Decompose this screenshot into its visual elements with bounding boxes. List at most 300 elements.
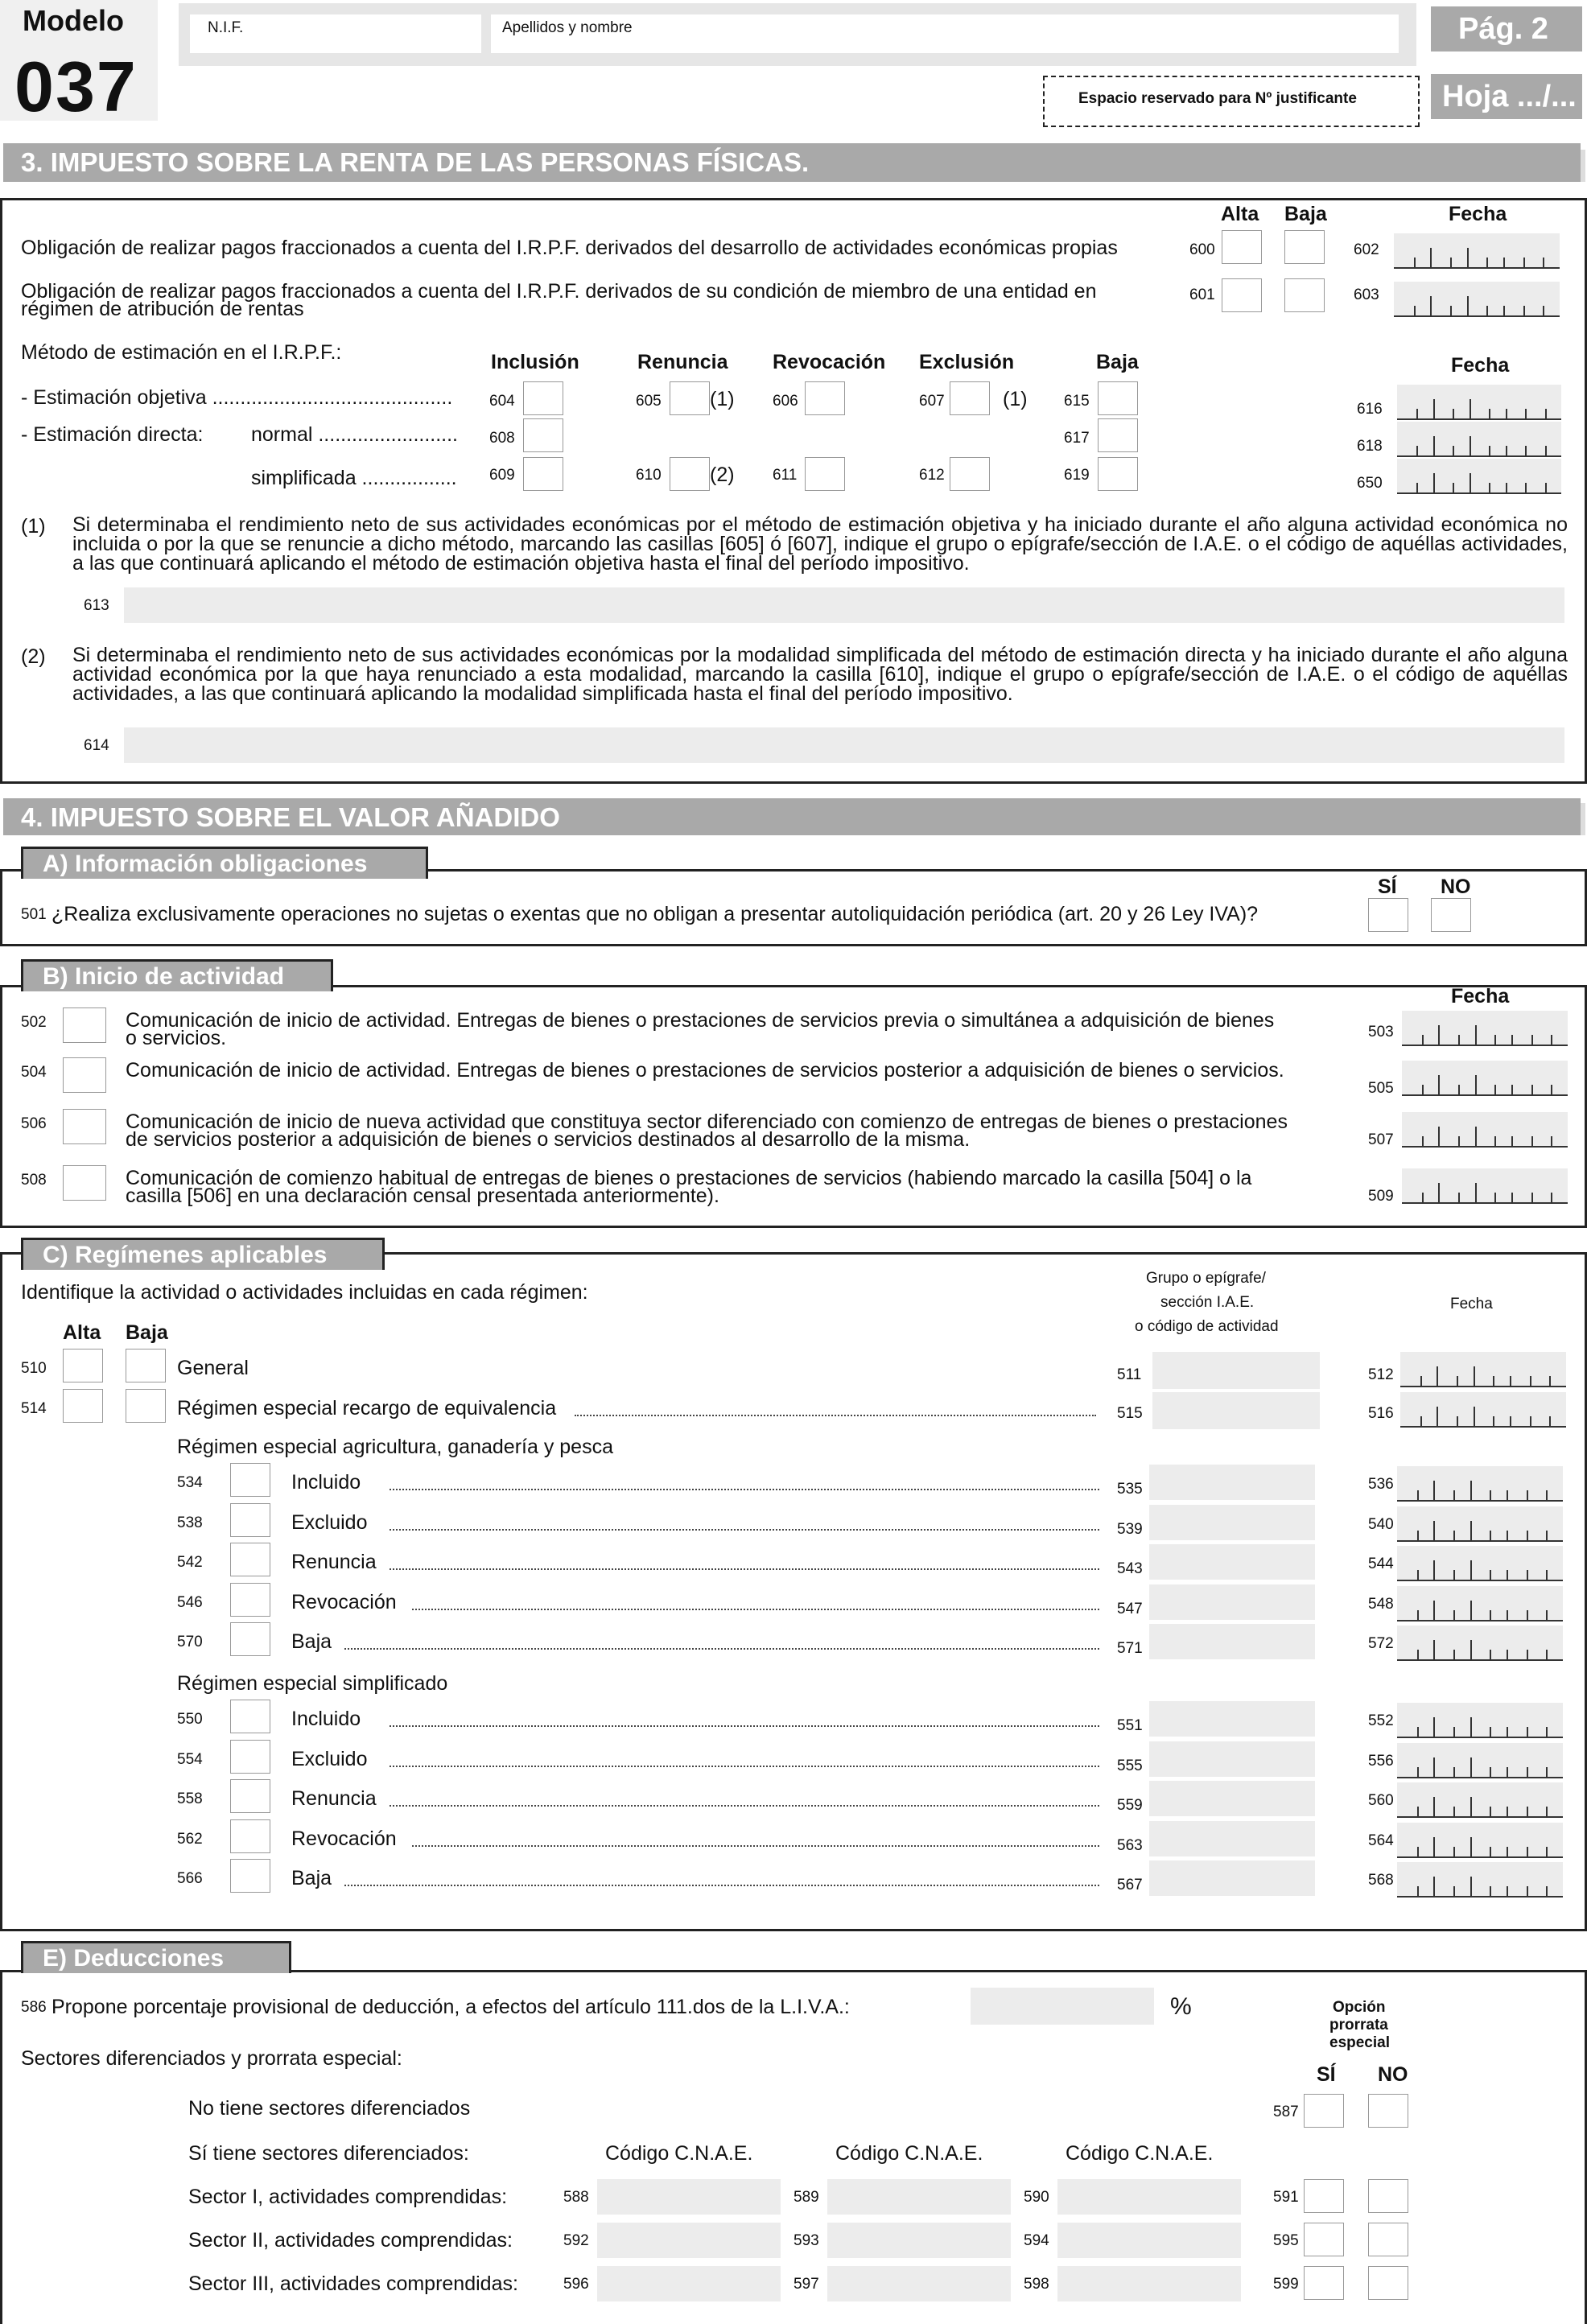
b-fecha-code: 507 — [1368, 1131, 1394, 1148]
code-606: 606 — [773, 393, 798, 410]
date-tick — [1470, 1640, 1472, 1659]
date-tick — [1511, 1136, 1513, 1146]
fecha-code: 572 — [1368, 1635, 1394, 1652]
cnae-code: 593 — [794, 2232, 819, 2249]
grupo-field[interactable] — [1149, 1505, 1315, 1540]
regime-code: 558 — [177, 1790, 203, 1807]
tab-e-title: E) Deducciones — [43, 1945, 225, 1972]
tab-c — [21, 1238, 385, 1270]
code-511: 511 — [1117, 1366, 1142, 1383]
b-text-line2: o servicios. — [126, 1027, 227, 1049]
date-tick — [1489, 409, 1490, 418]
date-tick — [1546, 1727, 1548, 1737]
date-tick — [1417, 1650, 1419, 1659]
b-date[interactable] — [1402, 1112, 1568, 1148]
date-tick — [1551, 1035, 1552, 1045]
cnae-field[interactable] — [1057, 2179, 1241, 2215]
b-checkbox[interactable] — [63, 1109, 106, 1144]
date-tick — [1545, 446, 1547, 455]
code-613: 613 — [84, 597, 109, 614]
opcion-no-checkbox[interactable] — [1368, 2179, 1408, 2213]
date-tick — [1527, 1727, 1528, 1737]
date-tick — [1510, 1416, 1511, 1426]
cnae-field[interactable] — [597, 2223, 781, 2258]
date-tick — [1490, 1767, 1491, 1777]
checkbox-514-baja[interactable] — [126, 1389, 166, 1423]
regime-code: 566 — [177, 1870, 203, 1887]
checkbox-605[interactable] — [670, 381, 710, 415]
checkbox-617[interactable] — [1098, 418, 1138, 452]
b-text-line1: Comunicación de inicio de actividad. Entregas de bienes o prestaciones de servicios previa o simultánea a adquisición de bienes — [126, 1009, 1275, 1032]
regime-date[interactable] — [1397, 1586, 1563, 1621]
checkbox-606[interactable] — [805, 381, 845, 415]
modelo-label: Modelo — [23, 4, 124, 37]
regime-checkbox[interactable] — [230, 1543, 270, 1576]
date-tick — [1489, 446, 1490, 455]
date-tick — [1416, 409, 1418, 418]
regime-date[interactable] — [1397, 1626, 1563, 1661]
checkbox-501-si[interactable] — [1368, 898, 1408, 932]
code-611: 611 — [773, 467, 798, 484]
opcion-si-checkbox[interactable] — [1304, 2223, 1344, 2256]
date-tick — [1527, 1650, 1528, 1659]
date-tick — [1546, 1490, 1548, 1500]
checkbox-baja-2[interactable] — [1284, 278, 1325, 312]
date-tick — [1470, 1560, 1472, 1580]
field-586[interactable] — [971, 1988, 1154, 2025]
date-tick — [1433, 473, 1435, 492]
date-tick — [1507, 1807, 1508, 1816]
date-tick — [1470, 473, 1471, 492]
fecha-code: 548 — [1368, 1595, 1394, 1613]
b-code: 504 — [21, 1064, 47, 1081]
cnae-field[interactable] — [827, 2179, 1011, 2215]
date-tick — [1417, 1490, 1419, 1500]
date-tick — [1489, 483, 1490, 492]
checkbox-514-alta[interactable] — [63, 1389, 103, 1423]
col-baja: Baja — [1284, 203, 1327, 225]
checkbox-601[interactable] — [1222, 278, 1262, 312]
regime-date[interactable] — [1397, 1546, 1563, 1581]
grupo-field[interactable] — [1149, 1860, 1315, 1896]
date-tick — [1531, 1193, 1533, 1202]
date-tick — [1474, 1407, 1475, 1426]
c-alta: Alta — [63, 1321, 101, 1344]
fecha-code: 556 — [1368, 1752, 1394, 1770]
date-tick — [1433, 1521, 1435, 1540]
date-tick — [1507, 1570, 1508, 1580]
date-tick — [1475, 1127, 1477, 1146]
cnae-field[interactable] — [827, 2223, 1011, 2258]
date-603[interactable] — [1394, 282, 1560, 317]
opcion-code: 599 — [1273, 2276, 1299, 2293]
regime-leader — [412, 1609, 1099, 1610]
justificante-label: Espacio reservado para Nº justificante — [1078, 90, 1357, 107]
col-revocacion: Revocación — [773, 351, 886, 373]
recargo-leader — [575, 1415, 1096, 1416]
opcion-line2: prorrata — [1329, 2017, 1388, 2034]
date-tick — [1433, 1837, 1435, 1856]
b-text-line1: Comunicación de inicio de nueva actividad que constituya sector diferenciado con comienzo de entregas de bienes o prestaciones — [126, 1110, 1288, 1133]
obligacion-2b: régimen de atribución de rentas — [21, 298, 304, 320]
grupo-header-1: Grupo o epígrafe/ — [1146, 1270, 1266, 1287]
date-tick — [1490, 1531, 1491, 1540]
date-tick — [1507, 1531, 1508, 1540]
date-tick — [1503, 306, 1505, 315]
grupo-field[interactable] — [1149, 1821, 1315, 1856]
col-baja-metodo: Baja — [1096, 351, 1139, 373]
date-tick — [1420, 1376, 1422, 1386]
date-tick — [1458, 1136, 1460, 1146]
date-512[interactable] — [1400, 1352, 1566, 1387]
percent-sign: % — [1170, 1993, 1192, 2020]
date-tick — [1527, 1610, 1528, 1620]
date-tick — [1470, 1837, 1472, 1856]
b-text-line1: Comunicación de comienzo habitual de entregas de bienes o prestaciones de servicios (habiendo marcado la casilla [504] o la — [126, 1167, 1252, 1189]
hoja-text: Hoja .../... — [1442, 80, 1577, 113]
regime-leader — [390, 1489, 1099, 1490]
date-516[interactable] — [1400, 1392, 1566, 1428]
grupo-field[interactable] — [1149, 1544, 1315, 1580]
date-tick — [1510, 1376, 1511, 1386]
date-tick — [1530, 1416, 1531, 1426]
col-exclusion: Exclusión — [919, 351, 1015, 373]
estimacion-directa: - Estimación directa: — [21, 423, 204, 446]
code-604: 604 — [489, 393, 515, 410]
regime-date[interactable] — [1397, 1782, 1563, 1818]
regime-code: 542 — [177, 1554, 203, 1571]
grupo-code: 567 — [1117, 1877, 1143, 1893]
field-614[interactable] — [124, 727, 1564, 763]
date-tick — [1470, 1481, 1472, 1500]
section3-bar-shadow — [1581, 150, 1585, 182]
date-tick — [1417, 1531, 1419, 1540]
date-tick — [1457, 1376, 1458, 1386]
cnae-field[interactable] — [597, 2179, 781, 2215]
a-no: NO — [1441, 876, 1471, 898]
grupo-field[interactable] — [1149, 1465, 1315, 1500]
opcion-line3: especial — [1329, 2034, 1390, 2051]
section3-title: 3. IMPUESTO SOBRE LA RENTA DE LAS PERSONAS FÍSICAS. — [21, 147, 810, 177]
code-515: 515 — [1117, 1405, 1143, 1422]
regime-checkbox[interactable] — [230, 1819, 270, 1853]
opcion-si-checkbox[interactable] — [1304, 2179, 1344, 2213]
regime-date[interactable] — [1397, 1823, 1563, 1858]
date-tick — [1433, 1757, 1435, 1777]
directa-normal: normal ......................... — [251, 423, 459, 446]
date-tick — [1433, 1481, 1435, 1500]
cnae-header-3: Código C.N.A.E. — [1066, 2142, 1214, 2165]
date-tick — [1511, 1085, 1513, 1094]
code-516: 516 — [1368, 1405, 1394, 1422]
date-618[interactable] — [1397, 422, 1561, 457]
regime-checkbox[interactable] — [230, 1583, 270, 1617]
regime-code: 534 — [177, 1474, 203, 1491]
date-tick — [1527, 1767, 1528, 1777]
tab-c-title: C) Regímenes aplicables — [43, 1242, 328, 1268]
regime-leader — [390, 1568, 1099, 1570]
date-tick — [1453, 409, 1454, 418]
tab-b-title: B) Inicio de actividad — [43, 963, 285, 990]
code-605: 605 — [636, 393, 662, 410]
regime-date[interactable] — [1397, 1466, 1563, 1502]
opcion-si-checkbox[interactable] — [1304, 2266, 1344, 2300]
regime-checkbox[interactable] — [230, 1622, 270, 1656]
date-tick — [1490, 1807, 1491, 1816]
field-511[interactable] — [1152, 1352, 1320, 1389]
date-tick — [1490, 1570, 1491, 1580]
tab-b — [21, 959, 333, 991]
tab-a-title: A) Información obligaciones — [43, 851, 368, 877]
date-tick — [1506, 446, 1507, 455]
code-601: 601 — [1189, 286, 1215, 303]
date-tick — [1527, 1847, 1528, 1856]
checkbox-611[interactable] — [805, 457, 845, 491]
date-650[interactable] — [1397, 459, 1561, 494]
b-fecha-code: 509 — [1368, 1188, 1394, 1205]
code-602: 602 — [1354, 241, 1379, 258]
code-603: 603 — [1354, 286, 1379, 303]
regime-date[interactable] — [1397, 1743, 1563, 1778]
date-tick — [1457, 1416, 1458, 1426]
date-tick — [1433, 436, 1435, 455]
date-tick — [1433, 1877, 1435, 1896]
checkbox-608[interactable] — [523, 418, 563, 452]
a-si: SÍ — [1378, 876, 1397, 898]
cnae-field[interactable] — [1057, 2266, 1241, 2301]
date-tick — [1450, 306, 1452, 315]
date-tick — [1470, 436, 1471, 455]
checkbox-501-no[interactable] — [1431, 898, 1471, 932]
date-tick — [1531, 1136, 1533, 1146]
regime-checkbox[interactable] — [230, 1859, 270, 1893]
modelo-number: 037 — [14, 47, 138, 126]
date-tick — [1525, 409, 1527, 418]
date-tick — [1490, 1847, 1491, 1856]
date-tick — [1453, 1886, 1455, 1896]
date-tick — [1470, 399, 1471, 418]
note2-text: Si determinaba el rendimiento neto de sus actividades económicas por la modalidad simplificada del método de estimación directa y ha iniciado durante el año alguna actividad económica por la que haya renunciado a esta modalidad, marcando la casilla [610], indique el grupo o epígrafe/sección de I.A.E. o el código de aquéllas actividades, a las que continuará aplicando la modalidad simplificada hasta el final del período impositivo. — [72, 644, 1568, 705]
sector-label: Sector II, actividades comprendidas: — [188, 2229, 513, 2252]
date-tick — [1545, 483, 1547, 492]
cnae-field[interactable] — [597, 2266, 781, 2301]
date-tick — [1420, 1416, 1422, 1426]
date-tick — [1453, 446, 1454, 455]
code-618: 618 — [1357, 438, 1383, 455]
date-tick — [1490, 1490, 1491, 1500]
agricultura-title: Régimen especial agricultura, ganadería y pesca — [177, 1436, 613, 1458]
date-tick — [1422, 1035, 1424, 1045]
tab-a — [21, 847, 428, 879]
date-tick — [1453, 1531, 1455, 1540]
regime-leader — [390, 1725, 1099, 1727]
grupo-field[interactable] — [1149, 1624, 1315, 1659]
date-tick — [1430, 248, 1432, 267]
date-tick — [1437, 1366, 1438, 1386]
date-602[interactable] — [1394, 233, 1560, 269]
grupo-field[interactable] — [1149, 1741, 1315, 1777]
regime-date[interactable] — [1397, 1703, 1563, 1738]
regime-checkbox[interactable] — [230, 1779, 270, 1813]
date-616[interactable] — [1397, 385, 1561, 420]
checkbox-612[interactable] — [950, 457, 990, 491]
date-tick — [1453, 1847, 1455, 1856]
checkbox-619[interactable] — [1098, 457, 1138, 491]
date-tick — [1433, 399, 1435, 418]
obligacion-1: Obligación de realizar pagos fraccionados a cuenta del I.R.P.F. derivados del desarrollo de actividades económicas propias — [21, 237, 1118, 259]
date-tick — [1433, 1717, 1435, 1737]
b-date[interactable] — [1402, 1061, 1568, 1096]
grupo-field[interactable] — [1149, 1781, 1315, 1816]
date-tick — [1551, 1136, 1552, 1146]
date-tick — [1527, 1570, 1528, 1580]
b-date[interactable] — [1402, 1168, 1568, 1204]
regime-leader — [390, 1529, 1099, 1531]
b-text-line2: casilla [506] en una declaración censal presentada anteriormente). — [126, 1185, 719, 1207]
opcion-code: 591 — [1273, 2189, 1299, 2206]
cnae-field[interactable] — [827, 2266, 1011, 2301]
sector-label: Sector I, actividades comprendidas: — [188, 2186, 508, 2208]
code-586: 586 — [21, 1999, 47, 2016]
checkbox-510-alta[interactable] — [63, 1349, 103, 1382]
cnae-field[interactable] — [1057, 2223, 1241, 2258]
regime-checkbox[interactable] — [230, 1740, 270, 1774]
checkbox-610[interactable] — [670, 457, 710, 491]
date-tick — [1507, 1847, 1508, 1856]
date-tick — [1422, 1193, 1424, 1202]
date-tick — [1414, 306, 1416, 315]
date-tick — [1543, 306, 1544, 315]
checkbox-607[interactable] — [950, 381, 990, 415]
date-tick — [1438, 1127, 1440, 1146]
grupo-code: 547 — [1117, 1600, 1143, 1617]
regime-label: Baja — [291, 1630, 332, 1653]
checkbox-587-si[interactable] — [1304, 2094, 1344, 2128]
b-checkbox[interactable] — [63, 1007, 106, 1043]
metodo-label: Método de estimación en el I.R.P.F.: — [21, 341, 342, 364]
code-512: 512 — [1368, 1366, 1394, 1383]
b-checkbox[interactable] — [63, 1165, 106, 1201]
note2-marker: (2) — [21, 645, 46, 668]
grupo-code: 539 — [1117, 1520, 1143, 1538]
fecha-code: 544 — [1368, 1556, 1394, 1572]
b-date[interactable] — [1402, 1011, 1568, 1046]
date-tick — [1486, 306, 1488, 315]
regime-leader — [390, 1766, 1099, 1767]
date-tick — [1422, 1085, 1424, 1094]
col-alta: Alta — [1221, 203, 1259, 225]
regime-label: Baja — [291, 1867, 332, 1889]
grupo-field[interactable] — [1149, 1584, 1315, 1620]
date-tick — [1458, 1085, 1460, 1094]
date-tick — [1458, 1035, 1460, 1045]
grupo-header-2: sección I.A.E. — [1160, 1294, 1255, 1311]
checkbox-604[interactable] — [523, 381, 563, 415]
opcion-no-checkbox[interactable] — [1368, 2223, 1408, 2256]
date-tick — [1470, 1757, 1472, 1777]
date-tick — [1527, 1490, 1528, 1500]
cnae-code: 596 — [563, 2276, 589, 2293]
regime-checkbox[interactable] — [230, 1503, 270, 1537]
checkbox-baja-1[interactable] — [1284, 230, 1325, 264]
regime-code: 570 — [177, 1634, 203, 1650]
date-tick — [1416, 446, 1418, 455]
section4-title: 4. IMPUESTO SOBRE EL VALOR AÑADIDO — [21, 802, 560, 832]
pag-text: Pág. 2 — [1458, 12, 1548, 46]
date-tick — [1470, 1717, 1472, 1737]
b-text-line1: Comunicación de inicio de actividad. Entregas de bienes o prestaciones de servicios posterior a adquisición de bienes o servicios. — [126, 1059, 1284, 1082]
cnae-header-1: Código C.N.A.E. — [605, 2142, 753, 2165]
checkbox-615[interactable] — [1098, 381, 1138, 415]
date-tick — [1417, 1767, 1419, 1777]
date-tick — [1475, 1025, 1477, 1045]
date-tick — [1453, 1767, 1455, 1777]
regime-label: Incluido — [291, 1708, 361, 1730]
grupo-code: 559 — [1117, 1797, 1143, 1814]
date-tick — [1453, 483, 1454, 492]
date-tick — [1546, 1886, 1548, 1896]
grupo-code: 535 — [1117, 1481, 1143, 1498]
regime-date[interactable] — [1397, 1506, 1563, 1542]
c-fecha-header: Fecha — [1450, 1296, 1493, 1312]
date-tick — [1506, 409, 1507, 418]
b-fecha-code: 505 — [1368, 1080, 1394, 1097]
regime-leader — [344, 1885, 1099, 1886]
regime-checkbox[interactable] — [230, 1463, 270, 1497]
tab-e — [21, 1941, 291, 1973]
date-tick — [1422, 1136, 1424, 1146]
date-tick — [1450, 258, 1452, 267]
opcion-no-checkbox[interactable] — [1368, 2266, 1408, 2300]
field-515[interactable] — [1152, 1392, 1320, 1429]
cnae-code: 590 — [1024, 2189, 1049, 2206]
cnae-code: 589 — [794, 2189, 819, 2206]
date-tick — [1530, 1376, 1531, 1386]
date-tick — [1546, 1807, 1548, 1816]
question-501: ¿Realiza exclusivamente operaciones no sujetas o exentas que no obligan a presentar autoliquidación periódica (art. 20 y 26 Ley IVA)? — [52, 903, 1259, 925]
regime-checkbox[interactable] — [230, 1700, 270, 1733]
b-checkbox[interactable] — [63, 1057, 106, 1093]
opcion-code: 595 — [1273, 2232, 1299, 2249]
date-tick — [1546, 1767, 1548, 1777]
code-587: 587 — [1273, 2104, 1299, 2120]
checkbox-510-baja[interactable] — [126, 1349, 166, 1382]
date-tick — [1527, 1886, 1528, 1896]
sectores-label: Sectores diferenciados y prorrata especial: — [21, 2047, 402, 2070]
date-tick — [1475, 1075, 1477, 1094]
opcion-line1: Opción — [1333, 1999, 1386, 2016]
date-tick — [1494, 1193, 1496, 1202]
field-613[interactable] — [124, 587, 1564, 623]
grupo-code: 571 — [1117, 1640, 1143, 1657]
date-tick — [1490, 1650, 1491, 1659]
regime-date[interactable] — [1397, 1862, 1563, 1898]
date-tick — [1417, 1610, 1419, 1620]
estimacion-objetiva: - Estimación objetiva ........................................... — [21, 386, 453, 409]
date-tick — [1417, 1847, 1419, 1856]
checkbox-587-no[interactable] — [1368, 2094, 1408, 2128]
checkbox-609[interactable] — [523, 457, 563, 491]
grupo-field[interactable] — [1149, 1701, 1315, 1737]
code-608: 608 — [489, 430, 515, 447]
date-tick — [1416, 483, 1418, 492]
date-tick — [1490, 1727, 1491, 1737]
date-tick — [1523, 306, 1525, 315]
recargo-label: Régimen especial recargo de equivalencia — [177, 1397, 557, 1420]
date-tick — [1467, 248, 1469, 267]
regime-code: 562 — [177, 1830, 203, 1848]
checkbox-600[interactable] — [1222, 230, 1262, 264]
